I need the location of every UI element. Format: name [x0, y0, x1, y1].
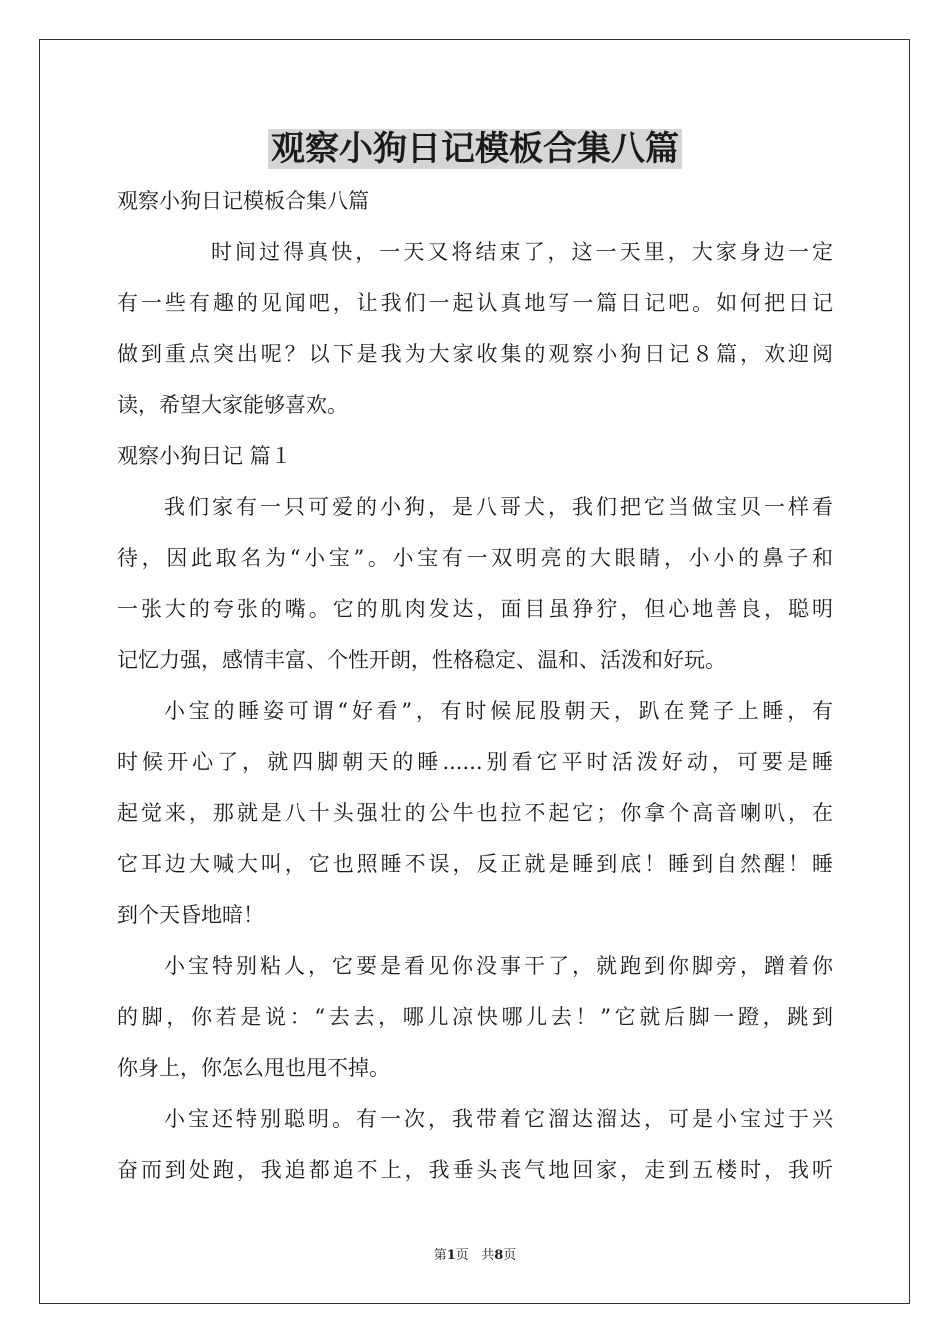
page-footer — [0, 1247, 950, 1265]
paragraph-line: 到个天昏地暗！ — [117, 903, 264, 927]
paragraph-line: 它耳边大喊大叫，它也照睡不误，反正就是睡到底！睡到自然醒！睡 — [117, 852, 833, 876]
intro-line: 做到重点突出呢？以下是我为大家收集的观察小狗日记８篇，欢迎阅 — [117, 342, 833, 366]
document-body — [117, 176, 833, 1196]
paragraph-line: 的脚，你若是说：“去去，哪儿凉快哪儿去！”它就后脚一蹬，跳到 — [117, 1005, 833, 1029]
paragraph-line: 奋而到处跑，我追都追不上，我垂头丧气地回家，走到五楼时，我听 — [117, 1158, 833, 1182]
document-title-text: 观察小狗日记模板合集八篇 — [268, 129, 682, 169]
section-heading: 观察小狗日记 篇１ — [117, 444, 292, 468]
body-heading: 观察小狗日记模板合集八篇 — [117, 189, 369, 213]
paragraph-line: 一张大的夸张的嘴。它的肌肉发达，面目虽狰狞，但心地善良，聪明 — [117, 597, 833, 621]
paragraph-line: 记忆力强，感情丰富、个性开朗，性格稳定、温和、活泼和好玩。 — [117, 648, 726, 672]
current-page-number: 1 — [446, 1248, 456, 1263]
footer-prefix: 第 — [433, 1248, 447, 1263]
footer-suffix: 页 — [503, 1248, 517, 1263]
footer-mid: 页 共 — [455, 1248, 495, 1263]
paragraph-line: 你身上，你怎么甩也甩不掉。 — [117, 1056, 390, 1080]
paragraph-line: 我们家有一只可爱的小狗，是八哥犬，我们把它当做宝贝一样看 — [164, 495, 833, 519]
paragraph-line: 小宝还特别聪明。有一次，我带着它溜达溜达，可是小宝过于兴 — [164, 1107, 833, 1131]
paragraph-line: 小宝特别粘人，它要是看见你没事干了，就跑到你脚旁，蹭着你 — [164, 954, 833, 978]
paragraph-line: 时候开心了，就四脚朝天的睡......别看它平时活泼好动，可要是睡 — [117, 750, 833, 774]
intro-line: 时间过得真快，一天又将结束了，这一天里，大家身边一定 — [211, 240, 833, 264]
paragraph-line: 小宝的睡姿可谓“好看”，有时候屁股朝天，趴在凳子上睡，有 — [164, 699, 833, 723]
paragraph-line: 待，因此取名为“小宝”。小宝有一双明亮的大眼睛，小小的鼻子和 — [117, 546, 833, 570]
paragraph-line: 起觉来，那就是八十头强壮的公牛也拉不起它；你拿个高音喇叭，在 — [117, 801, 833, 825]
intro-line: 读，希望大家能够喜欢。 — [117, 393, 348, 417]
intro-line: 有一些有趣的见闻吧，让我们一起认真地写一篇日记吧。如何把日记 — [117, 291, 833, 315]
total-page-number: 8 — [494, 1248, 504, 1263]
document-title — [0, 124, 950, 174]
